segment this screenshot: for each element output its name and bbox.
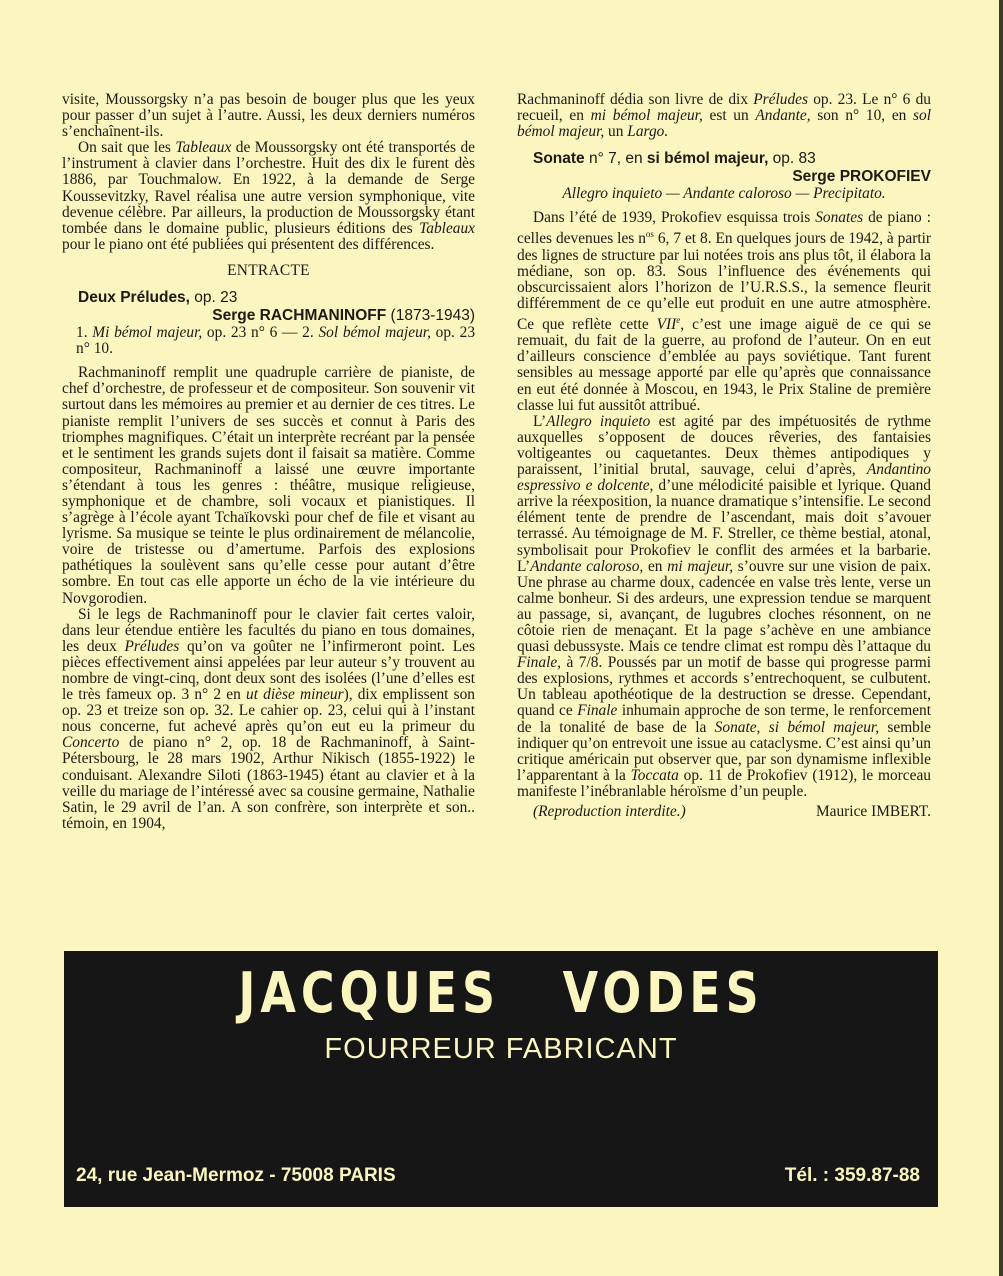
left-column bbox=[62, 92, 475, 832]
composer-rachmaninoff: Serge RACHMANINOFF (1873-1943) bbox=[212, 307, 475, 325]
ad-phone: Tél. : 359.87-88 bbox=[784, 1165, 920, 1186]
paragraph-intro: visite, Moussorgsky n’a pas besoin de bouger plus que les yeux pour passer d’un sujet à l’autre. Aussi, les deux derniers numéros s’enchaînent-ils. bbox=[62, 91, 475, 141]
paragraph-preludes-history: Si le legs de Rachmaninoff pour le clavier fait certes valoir, dans leur étendue entière les facultés du piano en tous domaines, les deux Préludes qu’on va goûter ne l’infirmeront point. Les pièces effectivement ainsi appelées par leur auteur s’y trouvent au nombre de vingt-cinq, dont deux sont des isolées (l’une d’elles est le très fameux op. 3 n° 2 en ut dièse mineur), dix emplissent son op. 23 et treize son op. 32. Le cahier op. 23, celui qui à l’instant nous concerne, fut achevé après qu’on eut eu la primeur du Concerto de piano n° 2, op. 18 de Rachmaninoff, à Saint-Pétersbourg, le 28 mars 1902, Arthur Nikisch (1855-1922) le conduisant. Alexandre Siloti (1863-1945) étant au clavier et à la veille du mariage de l’intéressé avec sa cousine germaine, Nathalie Satin, le 29 avril de l’an. A son confrère, son interprète et son.. témoin, en 1904, bbox=[62, 605, 475, 832]
right-column bbox=[517, 92, 931, 820]
signature-line bbox=[517, 804, 931, 820]
movements-line: Allegro inquieto — Andante caloroso — Precipitato. bbox=[562, 185, 886, 203]
paragraph-sonata-analysis: L’Allegro inquieto est agité par des impétuosités de rythme auxquelles s’opposent de douces rêveries, des fantaisies voltigeantes ou caquetantes. Deux thèmes antipodiques y paraissent, l’initial brutal, sauvage, celui d’après, Andantino espressivo e dolcente, d’une mélodicité paisible et lyrique. Quand arrive la réexposition, la nuance dramatique s’intensifie. Le second élément tente de prendre de l’ascendant, mais doit s’avouer terrassé. Au témoignage de M. F. Streller, ce thème bestial, atonal, symbolisait pour Prokofiev le conflit des armées et la barbarie. L’Andante caloroso, en mi majeur, s’ouvre sur une vision de paix. Une phrase au charme doux, cadencée en valse très lente, verse un calme bonheur. Si des ardeurs, une expression tendue se marquent au passage, si, avançant, de lugubres cloches résonnent, on ne côtoie rien de menaçant. Et la page s’achève en une ambiance quasi debussyste. Mais ce tendre climat est rompu dès l’attaque du Finale, à 7/8. Poussés par un motif de basse qui progresse parmi des explosions, rythmes et accords s’entrechoquent, se culbutent. Un tableau apothéotique de la destruction se dresse. Cependant, quand ce Finale inhumain approche de son terme, le renforcement de la tonalité de base de la Sonate, si bémol majeur, semble indiquer qu’on entrevoit une issue au cataclysme. C’est ainsi qu’un critique américain put observer que, par son dynamisme inflexible l’apparentant à la Toccata op. 11 de Prokofiev (1912), le morceau manifeste l’inébranlable héroïsme d’un peuple. bbox=[517, 412, 932, 800]
ad-subtitle: FOURREUR FABRICANT bbox=[324, 1033, 678, 1065]
author-name: Maurice IMBERT. bbox=[815, 803, 931, 820]
ad-company-name: JACQUES VODES bbox=[238, 961, 764, 1026]
entracte-heading: ENTRACTE bbox=[227, 261, 310, 279]
pieces-list: 1. Mi bémol majeur, op. 23 n° 6 — 2. Sol bémol majeur, op. 23 n° 10. bbox=[76, 324, 476, 358]
section-title-sonate: Sonate n° 7, en si bémol majeur, op. 83 bbox=[533, 150, 816, 168]
reproduction-notice: (Reproduction interdite.) bbox=[533, 803, 686, 820]
section-title-preludes: Deux Préludes, op. 23 bbox=[78, 289, 238, 307]
ad-address: 24, rue Jean-Mermoz - 75008 PARIS bbox=[76, 1165, 396, 1186]
composer-prokofiev: Serge PROKOFIEV bbox=[792, 168, 931, 186]
paragraph-rachmaninoff-career: Rachmaninoff remplit une quadruple carrière de pianiste, de chef d’orchestre, de professeur et de compositeur. Son souvenir vit surtout dans les mémoires au premier et au dernier de ces titres. Le pianiste remplit l’univers de ses succès et connut à Paris des triomphes magnifiques. C’était un interprète recréant par la pensée et le sentiment les grands sujets dont il faisait sa matière. Comme compositeur, Rachmaninoff a laissé une œuvre importante s’étendant à tous les genres : théâtre, musique religieuse, symphonique et de chambre, soli vocaux et pianistiques. Il s’agrège à l’école ayant Tchaïkovski pour chef de file et visant au lyrisme. Sa musique se teinte le plus ordinairement de mélancolie, voire de tristesse ou d’amertume. Parfois des explosions pathétiques la soulèvent sans qu’elle cesse pour autant d’être sombre. En tout cas elle apporte un écho de la vie intérieure du Novgorodien. bbox=[62, 364, 475, 607]
paragraph-sonata-origin: Dans l’été de 1939, Prokofiev esquissa trois Sonates de piano : celles devenues les $n^{os}$ 6, 7 et 8. En quelques jours de 1942, à partir des lignes de structure par lui notées trois ans plus tôt, il élabora la médiane, son op. 83. Sous l’influence des événements qui obscurcissaient alors l’horizon de l’U.R.S.S., la semence fleurit différemment de ce qu’elle eut produit en une autre atmosphère. Ce que reflète cette VIIe, c’est une image aiguë de ce qui se remuait, du fait de la guerre, au profond de l’auteur. On en eut d’ailleurs conscience d’emblée au pays soviétique. Tant furent sensibles au message apporté par elle qu’après que connaissance en eut été donnée à Moscou, en 1943, le Prix Staline de première classe lui fut aussitôt attribué. bbox=[517, 209, 931, 414]
paragraph-dedication: Rachmaninoff dédia son livre de dix Préludes op. 23. Le n° 6 du recueil, en mi bémol majeur, est un Andante, son n° 10, en sol bémol majeur, un Largo. bbox=[517, 91, 932, 141]
advertisement-box bbox=[64, 951, 938, 1207]
paragraph-tableaux: On sait que les Tableaux de Moussorgsky ont été transportés de l’instrument à clavier dans l’orchestre. Huit des dix le furent dès 1886, par Touchmalow. En 1922, à la demande de Serge Koussevitzky, Ravel réalisa une autre version symphonique, vite devenue célèbre. Par ailleurs, la production de Moussorgsky étant tombée dans le domaine public, plusieurs éditions des Tableaux pour le piano ont été publiées qui présentent des différences. bbox=[62, 139, 475, 253]
